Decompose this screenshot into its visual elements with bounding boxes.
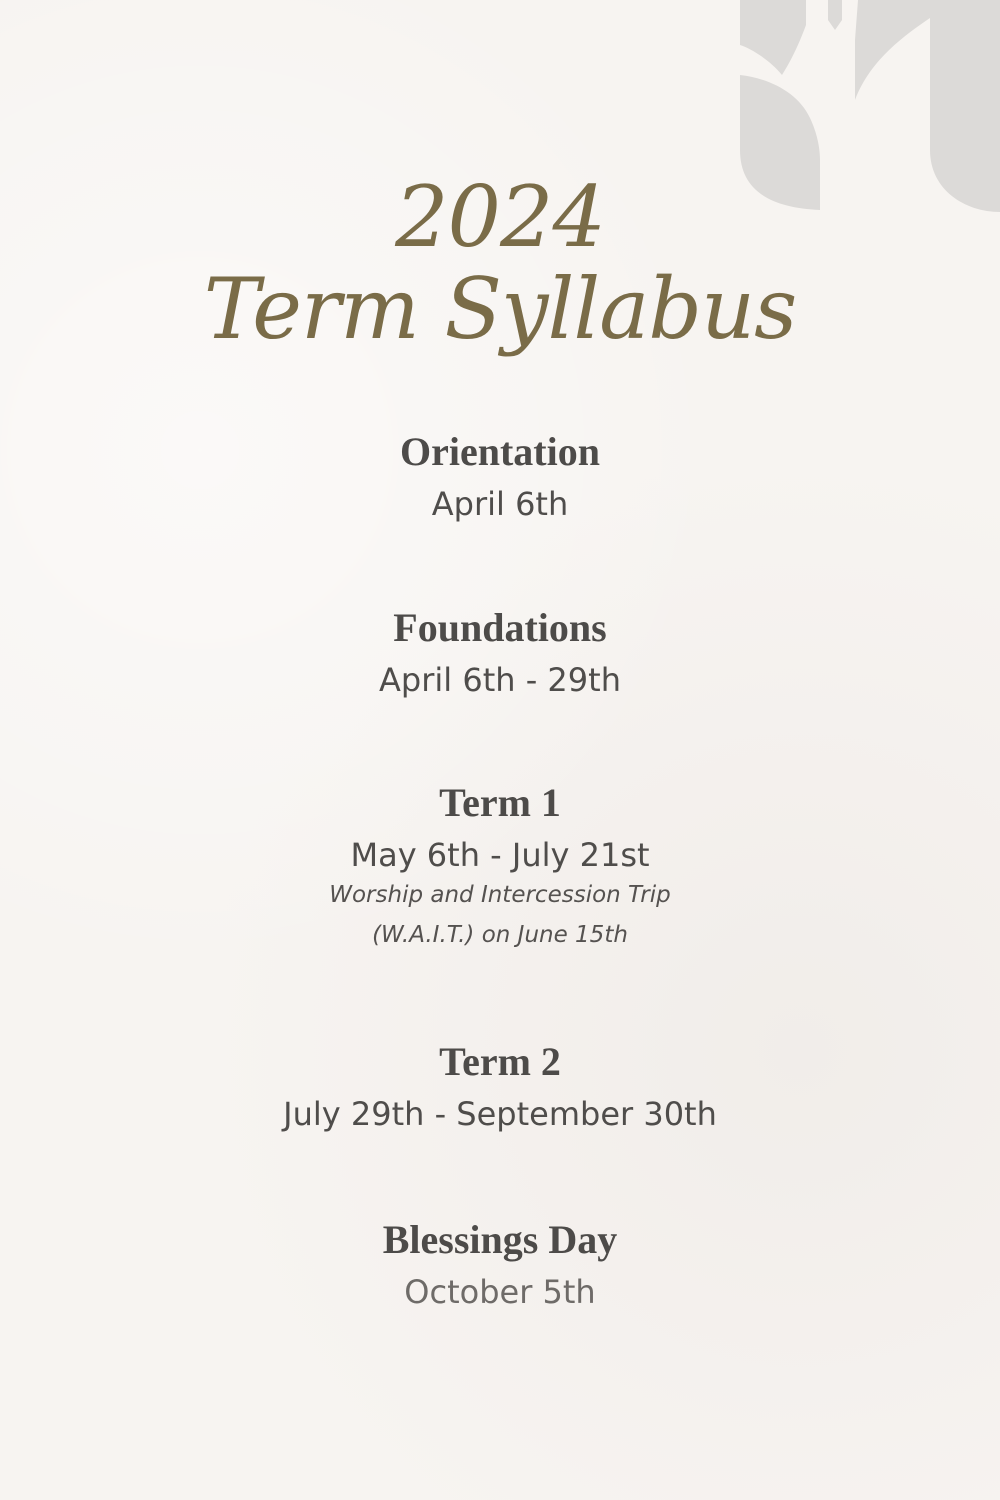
section-blessings-day — [0, 1216, 1000, 1312]
section-dates: April 6th — [431, 485, 569, 523]
section-foundations — [0, 604, 1000, 700]
section-heading: Term 2 — [439, 1039, 561, 1084]
section-dates: May 6th - July 21st — [350, 836, 650, 874]
title-year: 2024 — [395, 168, 605, 267]
section-heading: Blessings Day — [382, 1217, 618, 1262]
title-text: Term Syllabus — [203, 260, 797, 359]
section-heading: Term 1 — [439, 780, 561, 825]
section-note-line-1: Worship and Intercession Trip — [329, 882, 671, 908]
section-dates: October 5th — [404, 1273, 596, 1311]
section-heading: Foundations — [393, 605, 607, 650]
section-dates: July 29th - September 30th — [283, 1095, 717, 1133]
section-dates: April 6th - 29th — [379, 661, 621, 699]
page-title — [0, 168, 1000, 359]
section-term-2 — [0, 1038, 1000, 1134]
section-note-line-2: (W.A.I.T.) on June 15th — [372, 922, 628, 948]
section-heading: Orientation — [400, 429, 600, 474]
section-orientation — [0, 428, 1000, 524]
section-term-1 — [0, 779, 1000, 955]
